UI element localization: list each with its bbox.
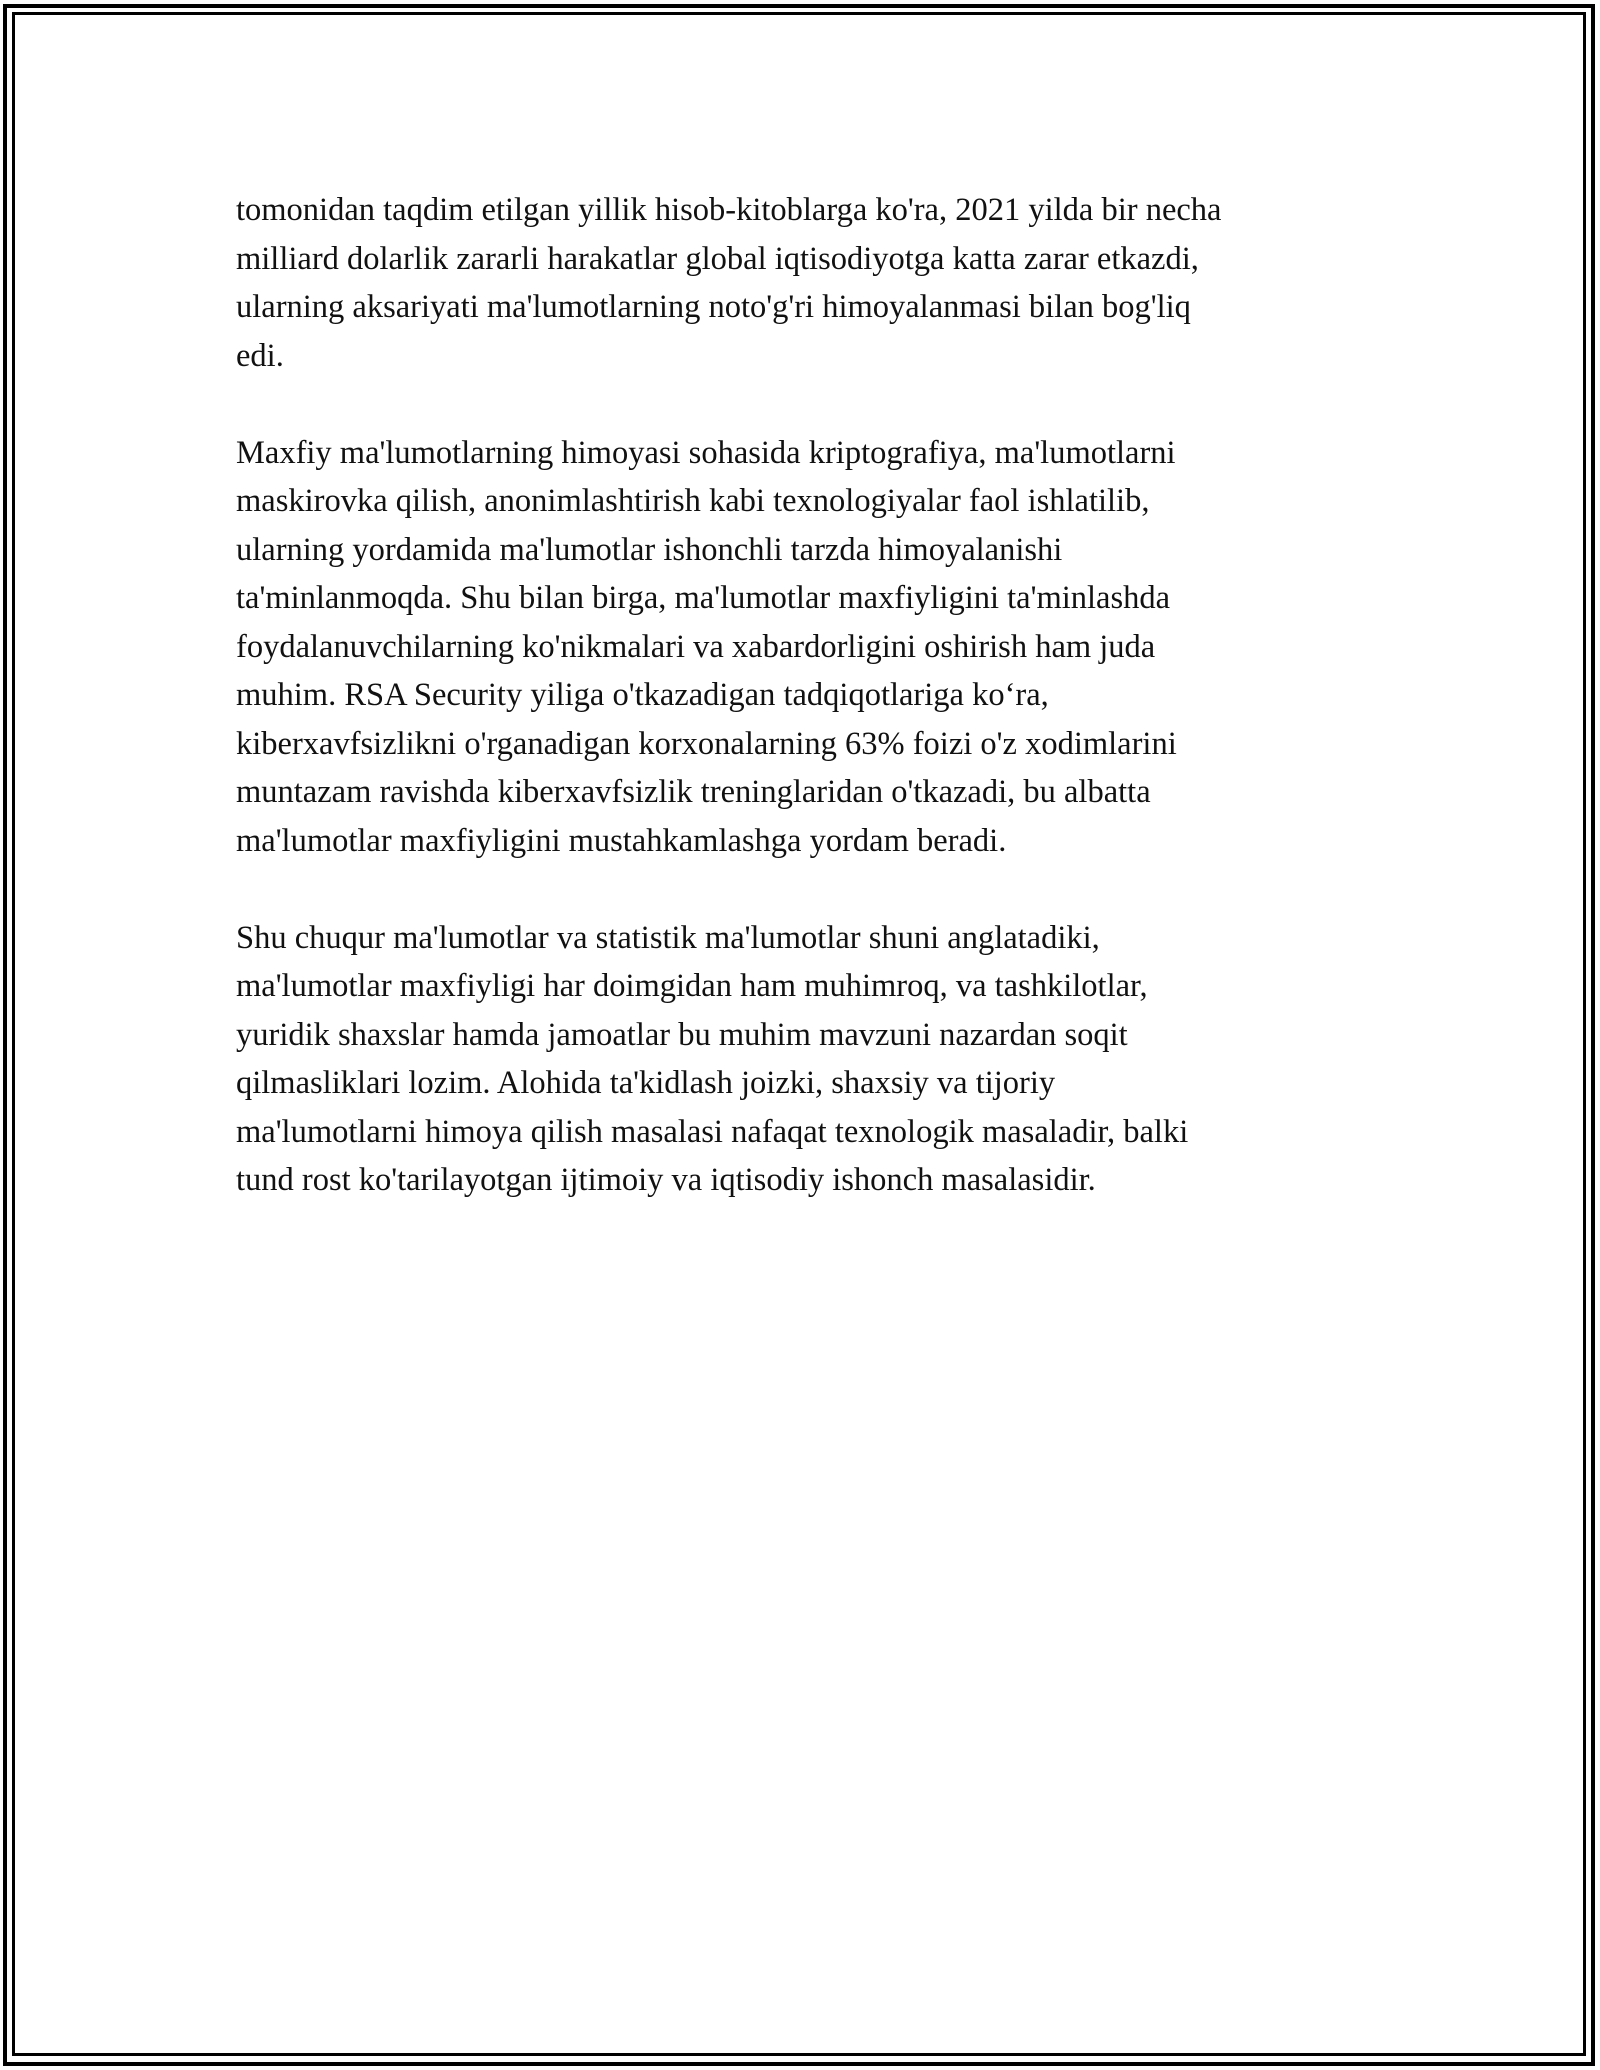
text-line: tomonidan taqdim etilgan yillik hisob-kitoblarga ko'ra, 2021 yilda bir necha	[236, 192, 1222, 228]
text-line: qilmasliklari lozim. Alohida ta'kidlash joizki, shaxsiy va tijoriy	[236, 1065, 1056, 1101]
text-line: edi.	[236, 337, 284, 374]
text-line: maskirovka qilish, anonimlashtirish kabi texnologiyalar faol ishlatilib,	[236, 483, 1150, 519]
text-line: kiberxavfsizlikni o'rganadigan korxonalarning 63% foizi o'z xodimlarini	[236, 725, 1177, 762]
text-line: milliard dolarlik zararli harakatlar global iqtisodiyotga katta zarar etkazdi,	[236, 240, 1199, 277]
text-line: Shu chuqur ma'lumotlar va statistik ma'lumotlar shuni anglatadiki,	[236, 919, 1100, 956]
text-line: Maxfiy ma'lumotlarning himoyasi sohasida kriptografiya, ma'lumotlarni	[236, 434, 1176, 471]
text-line: ta'minlanmoqda. Shu bilan birga, ma'lumotlar maxfiyligini ta'minlashda	[236, 580, 1171, 616]
paragraph-2	[236, 429, 1366, 866]
paragraph-1	[236, 186, 1366, 380]
text-line: ularning yordamida ma'lumotlar ishonchli tarzda himoyalanishi	[236, 531, 1063, 568]
text-line: ularning aksariyati ma'lumotlarning noto'g'ri himoyalanmasi bilan bog'liq	[236, 289, 1191, 325]
text-line: muhim. RSA Security yiliga o'tkazadigan tadqiqotlariga ko‘ra,	[236, 677, 1049, 713]
document-body	[236, 186, 1366, 1253]
paragraph-3	[236, 914, 1366, 1205]
text-line: foydalanuvchilarning ko'nikmalari va xabardorligini oshirish ham juda	[236, 628, 1156, 665]
text-line: ma'lumotlar maxfiyligi har doimgidan ham muhimroq, va tashkilotlar,	[236, 968, 1148, 1004]
text-line: muntazam ravishda kiberxavfsizlik treninglaridan o'tkazadi, bu albatta	[236, 774, 1151, 810]
text-line: yuridik shaxslar hamda jamoatlar bu muhim mavzuni nazardan soqit	[236, 1016, 1128, 1053]
text-line: ma'lumotlarni himoya qilish masalasi nafaqat texnologik masaladir, balki	[236, 1113, 1189, 1150]
text-line: tund rost ko'tarilayotgan ijtimoiy va iqtisodiy ishonch masalasidir.	[236, 1162, 1096, 1198]
text-line: ma'lumotlar maxfiyligini mustahkamlashga yordam beradi.	[236, 822, 1007, 859]
